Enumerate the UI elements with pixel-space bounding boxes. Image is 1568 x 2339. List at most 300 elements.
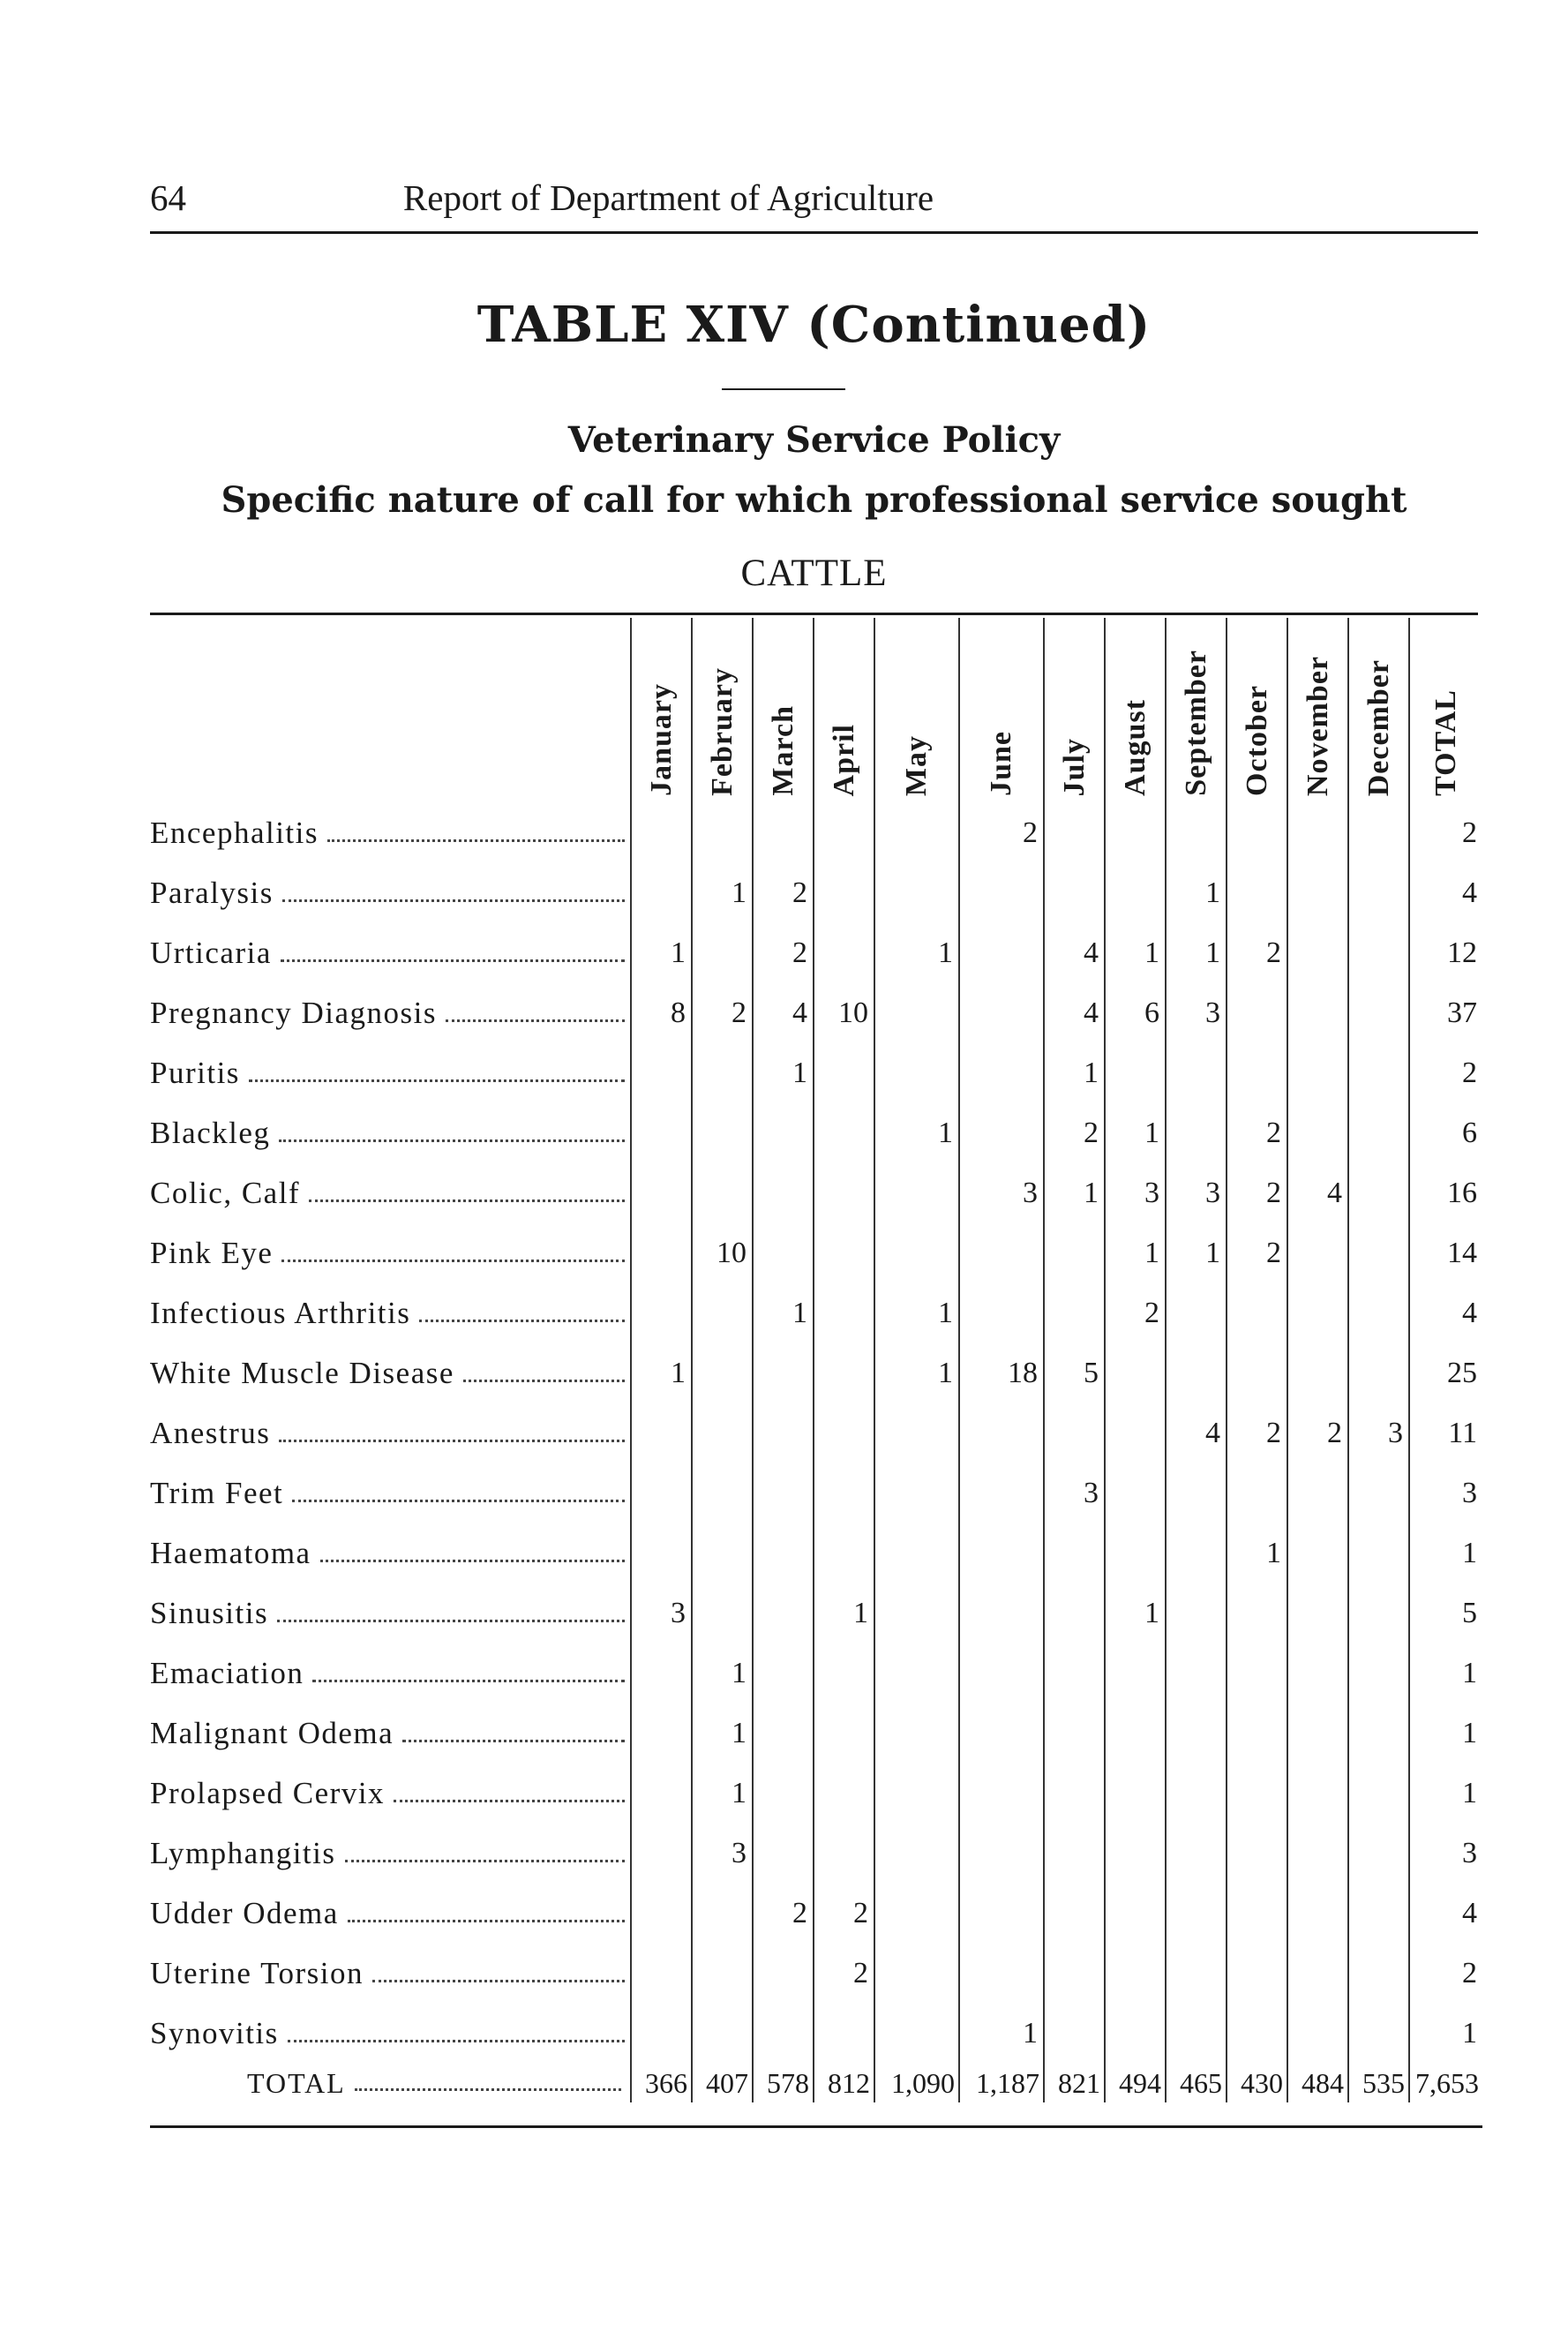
column-header-label: September — [1179, 650, 1212, 796]
row-label-cell — [150, 1463, 631, 1523]
table-cell — [692, 1463, 753, 1523]
total-cell: 1,187 — [959, 2064, 1044, 2102]
table-cell — [631, 1283, 692, 1343]
table-cell: 4 — [1287, 1163, 1348, 1223]
table-cell — [1044, 1283, 1105, 1343]
table-cell — [1287, 1283, 1348, 1343]
table-cell: 3 — [1105, 1163, 1166, 1223]
table-cell — [959, 1463, 1044, 1523]
table-row — [150, 1103, 1482, 1163]
running-header — [150, 177, 1478, 234]
table-cell — [1287, 1523, 1348, 1583]
table-cell: 2 — [1227, 923, 1287, 983]
table-cell: 3 — [631, 1583, 692, 1643]
column-header-july — [1044, 618, 1105, 803]
table-cell — [1287, 983, 1348, 1043]
table-cell: 2 — [1409, 1944, 1482, 2004]
table-cell — [1348, 1764, 1409, 1824]
table-cell: 2 — [814, 1884, 874, 1944]
table-cell: 1 — [1166, 1223, 1227, 1283]
table-cell — [1227, 803, 1287, 863]
table-cell — [753, 1403, 814, 1463]
table-cell — [631, 1103, 692, 1163]
table-cell — [1166, 2004, 1227, 2064]
row-label-cell — [150, 1643, 631, 1703]
table-cell — [1287, 1583, 1348, 1643]
table-cell: 5 — [1044, 1343, 1105, 1403]
column-header-label: March — [766, 705, 799, 796]
table-cell: 6 — [1409, 1103, 1482, 1163]
table-cell: 1 — [1409, 1643, 1482, 1703]
table-cell — [753, 1764, 814, 1824]
table-cell — [631, 1223, 692, 1283]
table-cell — [753, 1824, 814, 1884]
table-cell: 1 — [959, 2004, 1044, 2064]
table-cell: 3 — [1409, 1824, 1482, 1884]
table-row — [150, 1643, 1482, 1703]
table-cell: 3 — [1409, 1463, 1482, 1523]
table-cell: 4 — [1044, 923, 1105, 983]
row-label-cell — [150, 1043, 631, 1103]
table-cell — [1166, 1463, 1227, 1523]
column-header-april — [814, 618, 874, 803]
table-cell — [814, 1103, 874, 1163]
table-cell: 11 — [1409, 1403, 1482, 1463]
table-cell: 1 — [874, 923, 959, 983]
table-cell — [1227, 983, 1287, 1043]
column-header-label: October — [1240, 685, 1273, 796]
table-cell — [814, 1283, 874, 1343]
total-cell: 1,090 — [874, 2064, 959, 2102]
table-cell — [1348, 1703, 1409, 1764]
table-cell — [874, 1944, 959, 2004]
column-header-label: TOTAL — [1429, 689, 1462, 796]
row-label-cell — [150, 1764, 631, 1824]
leader-dots — [345, 1860, 626, 1862]
table-cell — [874, 1523, 959, 1583]
table-cell: 1 — [1105, 923, 1166, 983]
leader-dots — [281, 1260, 625, 1262]
table-cell — [1166, 1343, 1227, 1403]
row-label-cell — [150, 1223, 631, 1283]
table-cell — [1227, 1703, 1287, 1764]
row-label-cell — [150, 1343, 631, 1403]
table-cell — [814, 1824, 874, 1884]
table-cell: 1 — [1044, 1043, 1105, 1103]
table-cell: 1 — [874, 1343, 959, 1403]
table-cell: 1 — [692, 1703, 753, 1764]
table-cell — [692, 1583, 753, 1643]
table-cell — [1044, 1764, 1105, 1824]
row-label-cell — [150, 983, 631, 1043]
row-label-cell — [150, 1824, 631, 1884]
table-cell — [814, 1764, 874, 1824]
table-cell — [874, 1764, 959, 1824]
table-subtitle: Veterinary Service Policy — [567, 419, 1061, 461]
table-cell — [1348, 1043, 1409, 1103]
table-cell — [1227, 1944, 1287, 2004]
table-cell — [814, 1163, 874, 1223]
row-label: Encephalitis — [150, 816, 319, 850]
table-cell — [1287, 1223, 1348, 1283]
table-cell — [1348, 1944, 1409, 2004]
row-label: Blackleg — [150, 1116, 271, 1150]
total-cell: 494 — [1105, 2064, 1166, 2102]
table-cell — [631, 2004, 692, 2064]
total-cell: 430 — [1227, 2064, 1287, 2102]
table-cell — [1044, 1944, 1105, 2004]
column-header-label: August — [1118, 699, 1152, 796]
table-cell: 10 — [814, 983, 874, 1043]
table-cell: 3 — [1348, 1403, 1409, 1463]
table-cell — [1044, 2004, 1105, 2064]
table-cell — [874, 1163, 959, 1223]
table-cell — [1105, 1884, 1166, 1944]
page-number: 64 — [150, 177, 186, 218]
table-cell — [1166, 1283, 1227, 1343]
leader-dots — [320, 1560, 625, 1562]
table-cell — [692, 1283, 753, 1343]
total-cell: 821 — [1044, 2064, 1105, 2102]
row-label: Trim Feet — [150, 1476, 284, 1510]
table-cell — [814, 1043, 874, 1103]
column-header-may — [874, 618, 959, 803]
table-cell — [959, 1884, 1044, 1944]
table-cell — [692, 1944, 753, 2004]
table-cell — [753, 1944, 814, 2004]
row-label-cell — [150, 1403, 631, 1463]
table-cell: 16 — [1409, 1163, 1482, 1223]
table-cell — [1227, 1343, 1287, 1403]
table-cell: 1 — [692, 1764, 753, 1824]
table-cell — [1287, 1824, 1348, 1884]
table-cell — [874, 1463, 959, 1523]
table-cell — [753, 1163, 814, 1223]
table-cell — [874, 1043, 959, 1103]
table-row — [150, 923, 1482, 983]
row-label: Haematoma — [150, 1536, 311, 1570]
row-label: Synovitis — [150, 2016, 279, 2050]
table-cell: 1 — [1409, 1764, 1482, 1824]
row-label: Udder Odema — [150, 1896, 339, 1930]
table-cell: 4 — [753, 983, 814, 1043]
table-cell — [1166, 1583, 1227, 1643]
table-cell — [1166, 1703, 1227, 1764]
table-cell — [1105, 1403, 1166, 1463]
table-cell: 5 — [1409, 1583, 1482, 1643]
total-cell: 535 — [1348, 2064, 1409, 2102]
table-cell: 18 — [959, 1343, 1044, 1403]
table-cell — [1166, 1764, 1227, 1824]
table-cell — [631, 1463, 692, 1523]
table-cell — [1287, 1463, 1348, 1523]
table-row — [150, 1703, 1482, 1764]
column-header-label: June — [985, 731, 1017, 796]
row-label-cell — [150, 1703, 631, 1764]
table-cell — [959, 1223, 1044, 1283]
table-row — [150, 1403, 1482, 1463]
table-description: Specific nature of call for which professional service sought — [221, 479, 1407, 521]
table-cell — [1227, 863, 1287, 923]
table-cell: 2 — [1227, 1103, 1287, 1163]
row-label-cell — [150, 1283, 631, 1343]
table-cell: 3 — [1044, 1463, 1105, 1523]
table-row — [150, 863, 1482, 923]
table-cell — [753, 1343, 814, 1403]
total-cell: 407 — [692, 2064, 753, 2102]
table-cell — [814, 923, 874, 983]
table-cell — [959, 1283, 1044, 1343]
table-cell — [959, 863, 1044, 923]
table-cell: 2 — [1227, 1223, 1287, 1283]
table-cell — [1348, 1824, 1409, 1884]
table-cell — [692, 1043, 753, 1103]
row-label: White Muscle Disease — [150, 1356, 454, 1390]
table-row — [150, 803, 1482, 863]
table-cell — [814, 1403, 874, 1463]
table-cell — [1044, 1643, 1105, 1703]
table-cell — [1166, 1523, 1227, 1583]
leader-dots — [282, 899, 625, 902]
table-cell — [1044, 1703, 1105, 1764]
table-cell — [1348, 2004, 1409, 2064]
table-cell — [692, 923, 753, 983]
table-cell: 1 — [1105, 1223, 1166, 1283]
leader-dots — [348, 1920, 625, 1922]
table-cell — [1287, 863, 1348, 923]
row-label-cell — [150, 863, 631, 923]
table-cell — [1348, 1283, 1409, 1343]
table-cell — [1348, 1163, 1409, 1223]
table-cell — [631, 1764, 692, 1824]
table-cell — [1287, 1703, 1348, 1764]
table-cell — [1227, 1643, 1287, 1703]
table-cell — [959, 1643, 1044, 1703]
row-label: Puritis — [150, 1056, 240, 1090]
table-row — [150, 1043, 1482, 1103]
leader-dots — [277, 1620, 625, 1622]
row-label-cell — [150, 2004, 631, 2064]
table-cell — [631, 1703, 692, 1764]
table-cell — [1227, 2004, 1287, 2064]
table-cell — [874, 1703, 959, 1764]
table-cell — [1044, 1583, 1105, 1643]
table-cell — [1227, 1463, 1287, 1523]
total-cell: 484 — [1287, 2064, 1348, 2102]
table-cell — [959, 1043, 1044, 1103]
column-header-september — [1166, 618, 1227, 803]
row-label: Pregnancy Diagnosis — [150, 996, 437, 1030]
table-cell — [874, 1583, 959, 1643]
table-cell — [959, 923, 1044, 983]
table-cell — [1166, 1944, 1227, 2004]
section-heading: CATTLE — [740, 553, 888, 594]
table-cell — [753, 1583, 814, 1643]
table-cell: 1 — [1105, 1103, 1166, 1163]
table-cell — [631, 863, 692, 923]
table-row — [150, 1944, 1482, 2004]
table-cell — [1044, 1403, 1105, 1463]
table-cell — [753, 2004, 814, 2064]
row-label: Infectious Arthritis — [150, 1296, 411, 1330]
table-cell: 1 — [874, 1283, 959, 1343]
table-row — [150, 1583, 1482, 1643]
table-row — [150, 2004, 1482, 2064]
table-cell — [814, 1463, 874, 1523]
table-cell — [631, 1043, 692, 1103]
table-cell: 37 — [1409, 983, 1482, 1043]
table-cell — [814, 2004, 874, 2064]
table-cell: 2 — [1227, 1163, 1287, 1223]
column-header-label: January — [644, 683, 678, 796]
table-row — [150, 1163, 1482, 1223]
table-cell — [692, 1403, 753, 1463]
table-cell — [1166, 1824, 1227, 1884]
row-label-cell — [150, 803, 631, 863]
table-cell — [959, 1523, 1044, 1583]
column-header-total — [1409, 618, 1482, 803]
table-cell — [1044, 1824, 1105, 1884]
table-cell — [1348, 803, 1409, 863]
table-cell — [1287, 1944, 1348, 2004]
table-cell — [1287, 1103, 1348, 1163]
table-cell — [1105, 803, 1166, 863]
row-label-cell — [150, 1163, 631, 1223]
table-cell: 1 — [814, 1583, 874, 1643]
table-cell — [1287, 1764, 1348, 1824]
table-row — [150, 1824, 1482, 1884]
table-cell: 1 — [1409, 1523, 1482, 1583]
table-cell: 2 — [814, 1944, 874, 2004]
table-cell — [1348, 1583, 1409, 1643]
table-cell — [692, 2004, 753, 2064]
row-label-cell — [150, 1103, 631, 1163]
table-row — [150, 1764, 1482, 1824]
table-cell: 1 — [631, 923, 692, 983]
title-divider — [722, 388, 845, 390]
table-cell: 1 — [1166, 863, 1227, 923]
table-cell — [1227, 1043, 1287, 1103]
table-cell — [1166, 1043, 1227, 1103]
table-cell: 4 — [1409, 863, 1482, 923]
table-cell: 1 — [1409, 1703, 1482, 1764]
table-cell: 2 — [753, 923, 814, 983]
table-cell — [1044, 1884, 1105, 1944]
table-cell — [814, 863, 874, 923]
table-cell — [1227, 1884, 1287, 1944]
label-column-header — [150, 618, 631, 803]
table-cell — [1105, 2004, 1166, 2064]
table-row — [150, 983, 1482, 1043]
table-cell — [1287, 923, 1348, 983]
row-label-cell — [150, 923, 631, 983]
table-cell: 4 — [1409, 1283, 1482, 1343]
leader-dots — [279, 1440, 625, 1442]
table-cell: 1 — [692, 1643, 753, 1703]
total-cell: 812 — [814, 2064, 874, 2102]
table-cell — [814, 1223, 874, 1283]
leader-dots — [327, 839, 625, 842]
leader-dots — [419, 1320, 625, 1322]
table-cell — [1348, 1643, 1409, 1703]
table-row — [150, 1283, 1482, 1343]
table-cell — [814, 803, 874, 863]
total-cell: 366 — [631, 2064, 692, 2102]
table-cell — [1105, 1944, 1166, 2004]
row-label-cell — [150, 1944, 631, 2004]
table-cell — [874, 1403, 959, 1463]
leader-dots — [249, 1079, 625, 1082]
leader-dots — [281, 959, 625, 962]
leader-dots — [288, 2040, 625, 2042]
table-cell — [1287, 803, 1348, 863]
table-cell — [1105, 1703, 1166, 1764]
table-cell — [959, 1703, 1044, 1764]
row-label-cell — [150, 1884, 631, 1944]
row-label: Anestrus — [150, 1416, 271, 1450]
table-top-rule — [150, 613, 1478, 615]
table-cell — [631, 1884, 692, 1944]
table-cell — [753, 1463, 814, 1523]
table-cell — [692, 1343, 753, 1403]
table-cell — [874, 803, 959, 863]
table-cell: 14 — [1409, 1223, 1482, 1283]
table-cell — [753, 1523, 814, 1583]
total-cell: 465 — [1166, 2064, 1227, 2102]
table-cell — [1287, 1343, 1348, 1403]
leader-dots — [292, 1500, 625, 1502]
table-cell — [753, 1223, 814, 1283]
table-cell — [959, 1824, 1044, 1884]
column-header-label: November — [1301, 655, 1334, 796]
table-cell: 1 — [1105, 1583, 1166, 1643]
total-cell: 578 — [753, 2064, 814, 2102]
table-cell — [874, 863, 959, 923]
table-cell — [1348, 923, 1409, 983]
table-cell — [1105, 1824, 1166, 1884]
table-cell — [1105, 1043, 1166, 1103]
table-row — [150, 1343, 1482, 1403]
table-row — [150, 1463, 1482, 1523]
table-cell: 2 — [1409, 803, 1482, 863]
leader-dots — [279, 1139, 625, 1142]
table-cell — [1227, 1764, 1287, 1824]
table-cell — [874, 1643, 959, 1703]
table-cell — [631, 1643, 692, 1703]
leader-dots — [446, 1019, 625, 1022]
table-cell: 3 — [1166, 1163, 1227, 1223]
table-cell — [1044, 803, 1105, 863]
table-row — [150, 1523, 1482, 1583]
table-cell — [959, 1764, 1044, 1824]
table-cell — [874, 1824, 959, 1884]
table-cell — [1105, 1764, 1166, 1824]
table-cell — [874, 983, 959, 1043]
table-cell — [1348, 863, 1409, 923]
table-cell: 2 — [1287, 1403, 1348, 1463]
table-cell — [692, 1523, 753, 1583]
running-title: Report of Department of Agriculture — [402, 177, 934, 218]
table-cell: 2 — [753, 1884, 814, 1944]
table-cell — [874, 1223, 959, 1283]
leader-dots — [372, 1980, 625, 1982]
table-cell — [814, 1703, 874, 1764]
table-cell: 1 — [631, 1343, 692, 1403]
table-cell — [1105, 863, 1166, 923]
table-cell — [631, 1163, 692, 1223]
total-label: TOTAL — [247, 2066, 346, 2099]
table-cell: 1 — [753, 1043, 814, 1103]
